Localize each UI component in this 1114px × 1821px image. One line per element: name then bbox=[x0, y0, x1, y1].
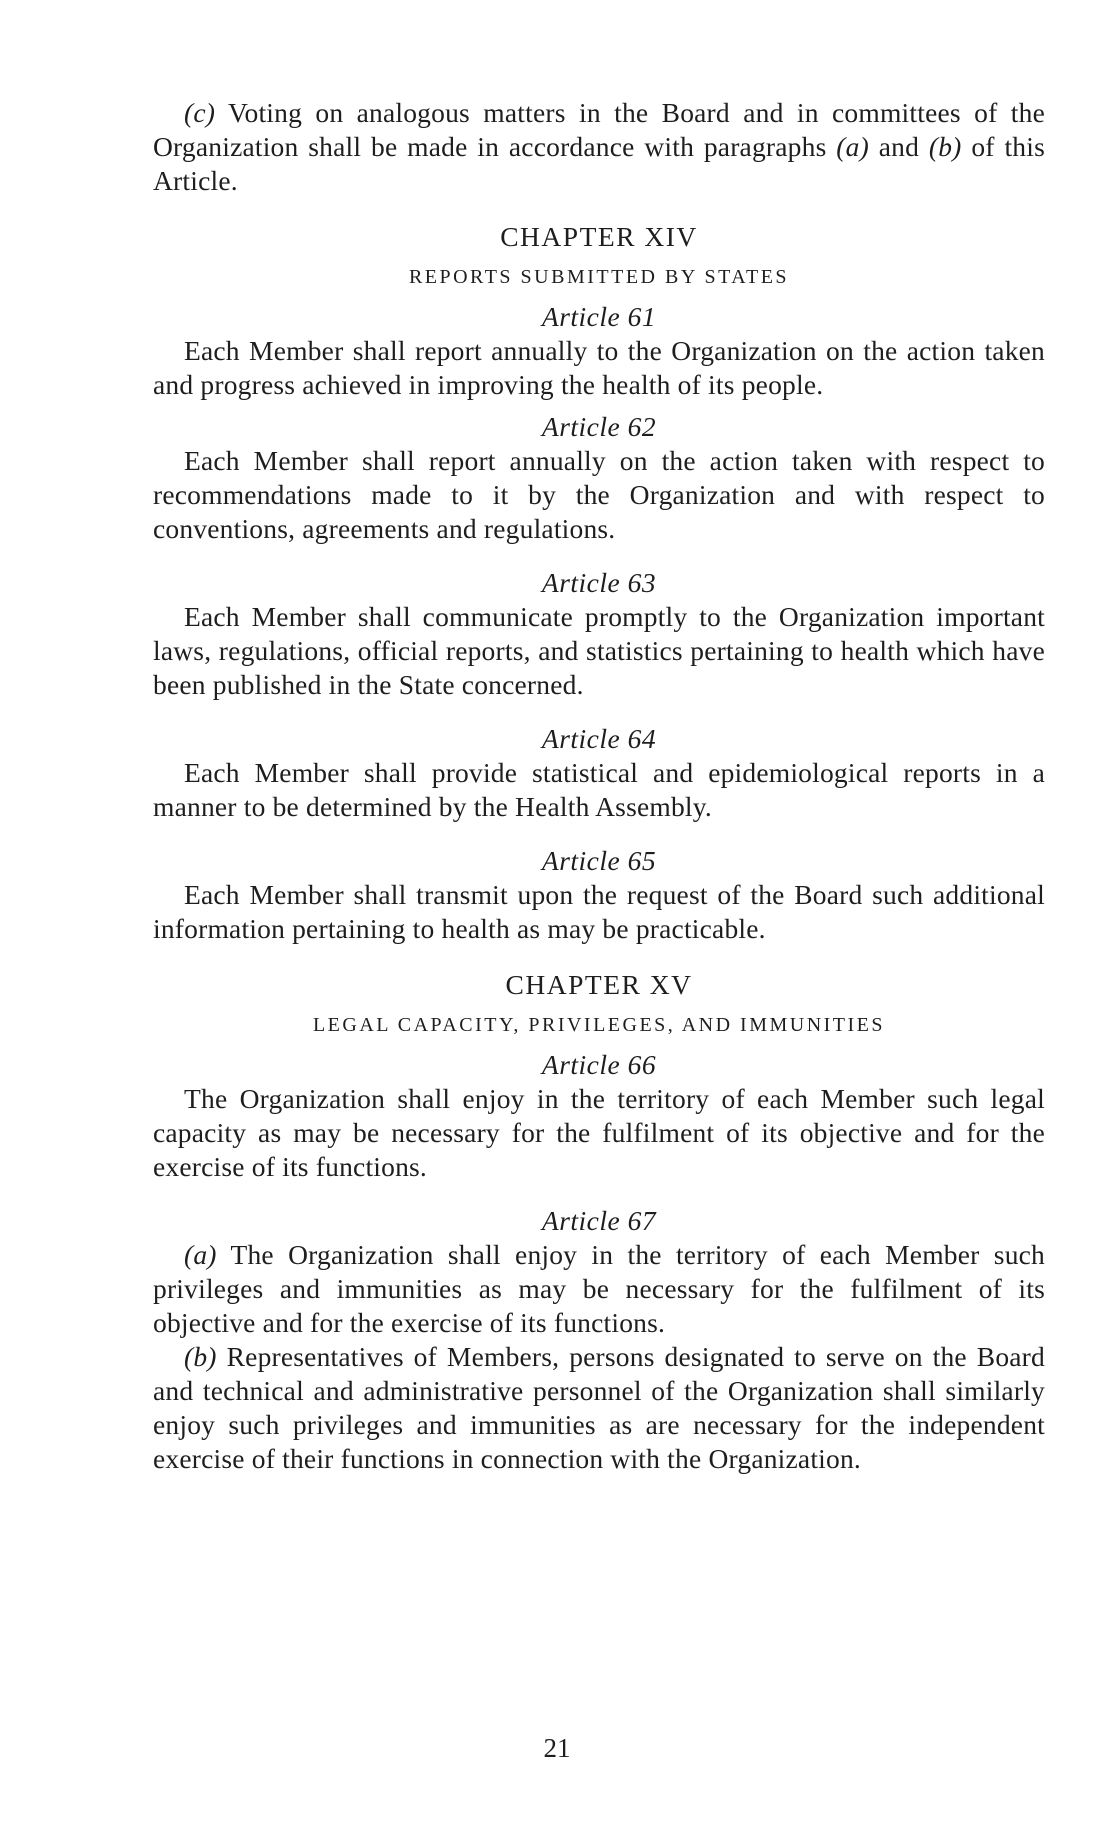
label-a: (a) bbox=[836, 131, 869, 162]
article-67-para-b bbox=[153, 1340, 1045, 1476]
chapter-14-title: CHAPTER XIV bbox=[500, 221, 698, 252]
article-62-text: Each Member shall report annually on the action taken with respect to recommendations made to it by the Organization and with respect to conventions, agreements and regulations. bbox=[153, 445, 1045, 544]
article-67-para-a bbox=[153, 1238, 1045, 1340]
paragraph-c-end: of this Article. bbox=[153, 131, 1045, 196]
article-67-label-a: (a) bbox=[184, 1239, 217, 1270]
page-content bbox=[153, 96, 1045, 1476]
article-62-heading: Article 62 bbox=[541, 411, 657, 442]
article-66-heading: Article 66 bbox=[541, 1049, 657, 1080]
article-64-heading: Article 64 bbox=[541, 723, 657, 754]
article-66-text: The Organization shall enjoy in the territory of each Member such legal capacity as may be necessary for the fulfilment of its objective and for the exercise of its functions. bbox=[153, 1083, 1045, 1182]
article-67-label-b: (b) bbox=[184, 1341, 217, 1372]
paragraph-c-mid: and bbox=[868, 131, 929, 162]
chapter-15-title: CHAPTER XV bbox=[505, 969, 693, 1000]
label-b: (b) bbox=[928, 131, 962, 162]
article-63-text: Each Member shall communicate promptly to the Organization important laws, regulations, official reports, and statistics pertaining to health which have been published in the State concerned. bbox=[153, 601, 1045, 700]
article-63-heading: Article 63 bbox=[541, 567, 657, 598]
chapter-14-subtitle: REPORTS SUBMITTED BY STATES bbox=[408, 266, 790, 288]
article-61-text: Each Member shall report annually to the Organization on the action taken and progress achieved in improving the health of its people. bbox=[153, 335, 1045, 400]
article-67-heading: Article 67 bbox=[541, 1205, 657, 1236]
article-64-text: Each Member shall provide statistical and epidemiological reports in a manner to be determined by the Health Assembly. bbox=[153, 757, 1045, 822]
article-61-heading: Article 61 bbox=[541, 301, 657, 332]
page-number: 21 bbox=[543, 1733, 571, 1763]
chapter-15-subtitle: LEGAL CAPACITY, PRIVILEGES, AND IMMUNITIES bbox=[312, 1014, 886, 1036]
paragraph-c-text: Voting on analogous matters in the Board and in committees of the Organization shall be made in accordance with paragraphs bbox=[153, 97, 1045, 162]
label-c: (c) bbox=[184, 97, 216, 128]
article-67-para-a-text: The Organization shall enjoy in the territory of each Member such privileges and immunities as may be necessary for the fulfilment of its objective and for the exercise of its functions. bbox=[153, 1239, 1045, 1338]
article-65-heading: Article 65 bbox=[541, 845, 657, 876]
article-67-para-b-text: Representatives of Members, persons designated to serve on the Board and technical and administrative personnel of the Organization shall similarly enjoy such privileges and immunities as are necessary for the independent exercise of their functions in connection with the Organization. bbox=[153, 1341, 1045, 1474]
article-65-text: Each Member shall transmit upon the request of the Board such additional information pertaining to health as may be practicable. bbox=[153, 879, 1045, 944]
paragraph-c bbox=[153, 96, 1045, 198]
